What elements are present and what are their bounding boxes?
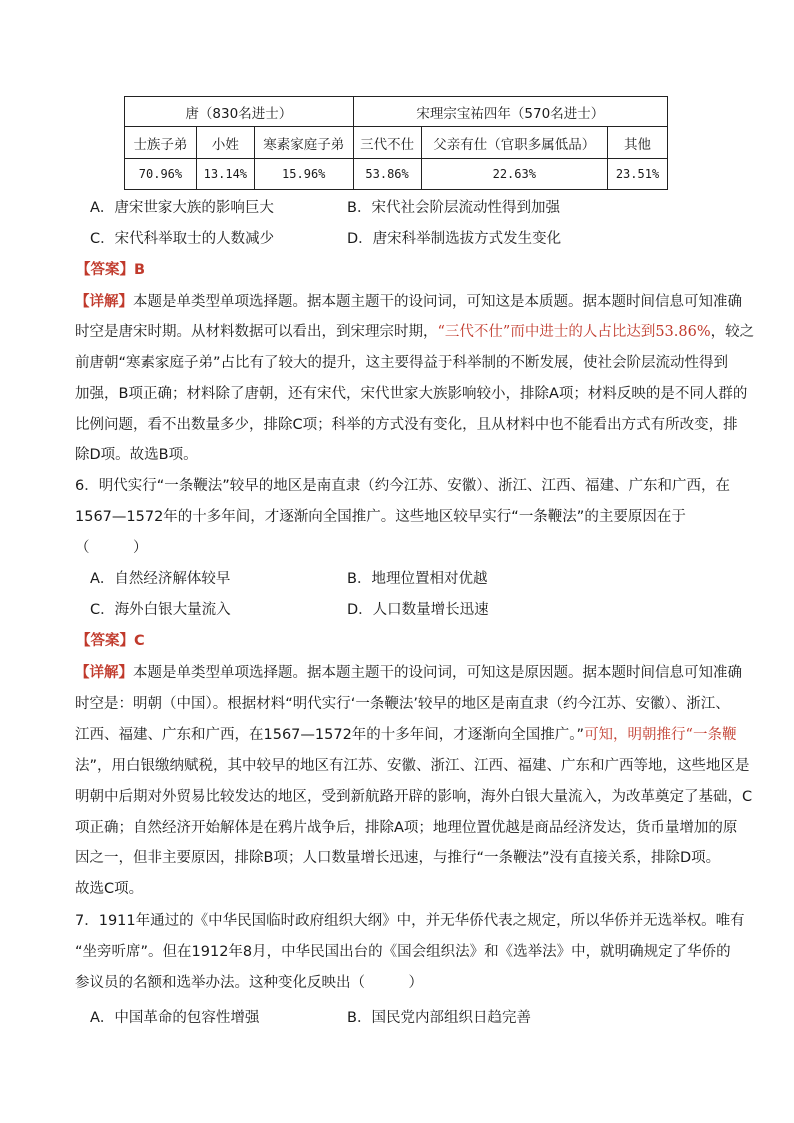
q5-detail-line: 【详解】本题是单类型单项选择题。据本题主题干的设问词，可知这是本质题。据本题时间信息可知准确 bbox=[75, 294, 742, 310]
table-header: 三代不仕 bbox=[353, 127, 421, 159]
q6-detail-line: 明朝中后期对外贸易比较发达的地区，受到新航路开辟的影响，海外白银大量流入，为改革奠定了基础，C bbox=[75, 789, 753, 805]
q6-option-c: C．海外白银大量流入 bbox=[90, 602, 231, 618]
q6-stem-line: 1567—1572年的十多年间，才逐渐向全国推广。这些地区较早实行“一条鞭法”的主要原因在于 bbox=[75, 509, 686, 525]
table-cell: 22.63% bbox=[421, 159, 607, 190]
q6-option-d: D．人口数量增长迅速 bbox=[347, 602, 489, 618]
q6-detail-line: 时空是：明朝（中国）。根据材料“明代实行‘一条鞭法’较早的地区是南直隶（约今江苏、安徽）、浙江、 bbox=[75, 696, 730, 712]
detail-label: 【详解】 bbox=[75, 665, 133, 681]
highlight-text: “三代不仕”而中进士的人占比达到53.86% bbox=[437, 324, 711, 340]
answer-value: B bbox=[134, 262, 146, 278]
q6-detail-line: 项正确；自然经济开始解体是在鸦片战争后，排除A项；地理位置优越是商品经济发达，货币量增加的原 bbox=[75, 820, 738, 836]
q5-option-d: D．唐宋科举制选拔方式发生变化 bbox=[347, 231, 562, 247]
table-cell: 53.86% bbox=[353, 159, 421, 190]
table-cell: 70.96% bbox=[125, 159, 197, 190]
table-cell: 23.51% bbox=[608, 159, 668, 190]
answer-label: 【答案】 bbox=[76, 633, 134, 649]
table-header: 父亲有仕（官职多属低品） bbox=[421, 127, 607, 159]
q5-answer bbox=[76, 260, 145, 280]
q6-option-b: B．地理位置相对优越 bbox=[347, 571, 488, 587]
q5-option-c: C．宋代科举取士的人数减少 bbox=[90, 231, 275, 247]
q5-detail-line: 前唐朝“寒素家庭子弟”占比有了较大的提升，这主要得益于科举制的不断发展，使社会阶层流动性得到 bbox=[75, 355, 729, 371]
table-header: 士族子弟 bbox=[125, 127, 197, 159]
answer-label: 【答案】 bbox=[76, 262, 134, 278]
table-header: 寒素家庭子弟 bbox=[254, 127, 353, 159]
q6-detail-line: 【详解】本题是单类型单项选择题。据本题主题干的设问词，可知这是原因题。据本题时间信息可知准确 bbox=[75, 665, 742, 681]
q7-option-b: B．国民党内部组织日趋完善 bbox=[347, 1010, 531, 1026]
q6-detail-line: 因之一，但非主要原因，排除B项；人口数量增长迅速，与推行“一条鞭法”没有直接关系，排除D项。 bbox=[75, 850, 721, 866]
data-table bbox=[124, 96, 668, 190]
q7-stem-line: “坐旁听席”。但在1912年8月，中华民国出台的《国会组织法》和《选举法》中，就明确规定了华侨的 bbox=[75, 944, 731, 960]
table-cell: 15.96% bbox=[254, 159, 353, 190]
table-header: 小姓 bbox=[196, 127, 254, 159]
q5-detail-line: 加强，B项正确；材料除了唐朝，还有宋代，宋代世家大族影响较小，排除A项；材料反映的是不同人群的 bbox=[75, 386, 748, 402]
q5-option-a: A．唐宋世家大族的影响巨大 bbox=[90, 200, 274, 216]
q6-detail-line: 法”，用白银缴纳赋税，其中较早的地区有江苏、安徽、浙江、江西、福建、广东和广西等地，这些地区是 bbox=[75, 758, 750, 774]
table-cell: 13.14% bbox=[196, 159, 254, 190]
q6-detail-line: 江西、福建、广东和广西，在1567—1572年的十多年间，才逐渐向全国推广。”可知，明朝推行“一条鞭 bbox=[75, 727, 737, 743]
detail-label: 【详解】 bbox=[75, 294, 133, 310]
q6-option-a: A．自然经济解体较早 bbox=[90, 571, 231, 587]
table-group-song: 宋理宗宝祐四年（570名进士） bbox=[353, 97, 667, 127]
q6-stem-line: （ ） bbox=[75, 540, 148, 556]
q5-detail-line: 时空是唐宋时期。从材料数据可以看出，到宋理宗时期，“三代不仕”而中进士的人占比达到53.86%，较之 bbox=[75, 324, 755, 340]
highlight-text: 可知，明朝推行“一条鞭 bbox=[584, 727, 737, 743]
table-group-tang: 唐（830名进士） bbox=[125, 97, 354, 127]
q6-detail-line: 故选C项。 bbox=[75, 881, 144, 897]
q5-detail-line: 除D项。故选B项。 bbox=[75, 447, 198, 463]
q6-answer bbox=[76, 631, 145, 651]
q7-option-a: A．中国革命的包容性增强 bbox=[90, 1010, 260, 1026]
q7-stem-line: 参议员的名额和选举办法。这种变化反映出（ ） bbox=[75, 975, 423, 991]
q7-stem-line: 7．1911年通过的《中华民国临时政府组织大纲》中，并无华侨代表之规定，所以华侨并无选举权。唯有 bbox=[75, 913, 745, 929]
answer-value: C bbox=[134, 633, 145, 649]
q5-detail-line: 比例问题，看不出数量多少，排除C项；科举的方式没有变化，且从材料中也不能看出方式有所改变，排 bbox=[75, 417, 738, 433]
q6-stem-line: 6．明代实行“一条鞭法”较早的地区是南直隶（约今江苏、安徽）、浙江、江西、福建、广东和广西，在 bbox=[75, 478, 730, 494]
table-header: 其他 bbox=[608, 127, 668, 159]
q5-option-b: B．宋代社会阶层流动性得到加强 bbox=[347, 200, 560, 216]
